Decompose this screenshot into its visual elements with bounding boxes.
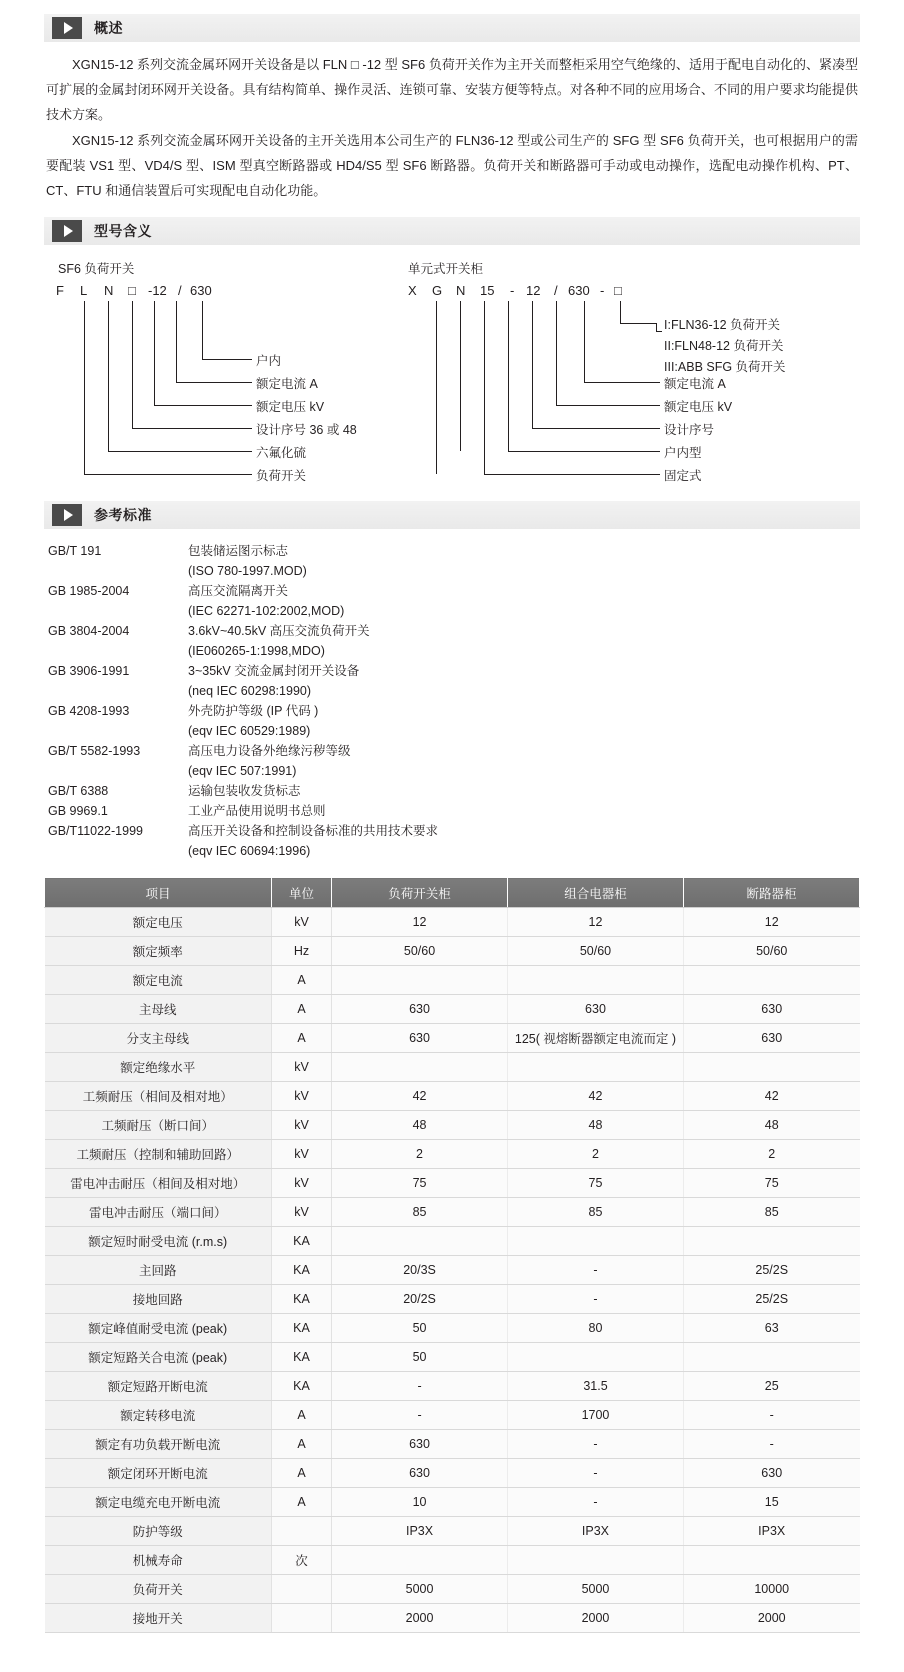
cell-value: 630 <box>332 1430 508 1459</box>
model-right-label-1: II:FLN48-12 负荷开关 <box>664 339 784 353</box>
model-right-letter-0: X <box>408 283 417 298</box>
table-header-row <box>45 878 860 908</box>
cell-value <box>683 1343 859 1372</box>
table-row <box>45 1546 860 1575</box>
cell-unit: kV <box>271 1053 331 1082</box>
cell-unit: KA <box>271 1285 331 1314</box>
model-right-label-3: 额定电流 A <box>664 377 726 391</box>
model-left-letter-6: 630 <box>190 283 212 298</box>
model-left-letter-3: □ <box>128 283 136 298</box>
cell-unit <box>271 1575 331 1604</box>
model-left-label-0: 户内 <box>256 354 282 368</box>
model-right-letter-8: - <box>600 283 605 298</box>
cell-value: 50/60 <box>683 937 859 966</box>
cell-value: 50/60 <box>508 937 684 966</box>
cell-value: - <box>332 1372 508 1401</box>
standards-list <box>44 541 860 861</box>
cell-item: 额定电压 <box>45 908 272 937</box>
cell-value: 15 <box>683 1488 859 1517</box>
cell-value <box>332 1227 508 1256</box>
model-designation-diagram <box>44 255 860 487</box>
cell-value: 63 <box>683 1314 859 1343</box>
table-row <box>45 1256 860 1285</box>
model-right-letter-5: 12 <box>526 283 541 298</box>
standard-row <box>48 741 860 761</box>
cell-unit: KA <box>271 1343 331 1372</box>
cell-value: 48 <box>683 1111 859 1140</box>
cell-value: - <box>508 1285 684 1314</box>
table-row <box>45 1517 860 1546</box>
cell-item: 额定频率 <box>45 937 272 966</box>
cell-value: 10 <box>332 1488 508 1517</box>
standard-code: GB/T 6388 <box>48 784 109 798</box>
cell-item: 雷电冲击耐压（端口间） <box>45 1198 272 1227</box>
cell-unit: A <box>271 1459 331 1488</box>
model-right-label-7: 固定式 <box>664 469 702 483</box>
cell-value: - <box>508 1459 684 1488</box>
overview-body <box>44 42 860 203</box>
standard-sub: (eqv IEC 507:1991) <box>188 764 297 778</box>
cell-value: 42 <box>332 1082 508 1111</box>
table-header-breaker-cabinet: 断路器柜 <box>683 878 859 908</box>
model-left-letter-4: -12 <box>148 283 167 298</box>
cell-value <box>683 1227 859 1256</box>
cell-value: 125( 视熔断器额定电流而定 ) <box>508 1024 684 1053</box>
model-left-letter-0: F <box>56 283 64 298</box>
standard-code: GB 3804-2004 <box>48 624 130 638</box>
model-right-caption: 单元式开关柜 <box>408 262 484 276</box>
model-right-letter-4: - <box>510 283 515 298</box>
cell-value: 630 <box>683 995 859 1024</box>
cell-value: 630 <box>683 1024 859 1053</box>
overview-paragraph-1: XGN15-12 系列交流金属环网开关设备是以 FLN □ -12 型 SF6 负荷开关作为主开关而整柜采用空气绝缘的、适用于配电自动化的、紧凑型可扩展的金属封闭环网开关设备。具有结构简单、操作灵活、连锁可靠、安装方便等特点。对各种不同的应用场合、不同的用户要求均能提供技术方案。 <box>46 57 858 122</box>
cell-unit: A <box>271 1430 331 1459</box>
cell-value: 10000 <box>683 1575 859 1604</box>
standard-code: GB/T11022-1999 <box>48 824 143 838</box>
table-row <box>45 1024 860 1053</box>
standard-sub: (eqv IEC 60529:1989) <box>188 724 311 738</box>
cell-value <box>508 1343 684 1372</box>
standard-sub: (IEC 62271-102:2002,MOD) <box>188 604 345 618</box>
cell-value: 20/2S <box>332 1285 508 1314</box>
standard-desc: 高压开关设备和控制设备标准的共用技术要求 <box>188 824 439 838</box>
cell-item: 额定闭环开断电流 <box>45 1459 272 1488</box>
standard-row <box>48 581 860 601</box>
cell-value <box>508 1053 684 1082</box>
cell-value: 2 <box>332 1140 508 1169</box>
cell-value: - <box>508 1256 684 1285</box>
standard-sub: (eqv IEC 60694:1996) <box>188 844 311 858</box>
model-left-label-4: 六氟化硫 <box>256 446 307 460</box>
cell-item: 接地开关 <box>45 1604 272 1633</box>
table-header-combination-cabinet: 组合电器柜 <box>508 878 684 908</box>
cell-item: 额定峰值耐受电流 (peak) <box>45 1314 272 1343</box>
cell-value: 25 <box>683 1372 859 1401</box>
cell-item: 负荷开关 <box>45 1575 272 1604</box>
table-header-item: 项目 <box>45 878 272 908</box>
cell-value: 630 <box>332 1459 508 1488</box>
section-header-standards <box>44 501 860 529</box>
model-right-letter-2: N <box>456 283 466 298</box>
cell-item: 额定绝缘水平 <box>45 1053 272 1082</box>
cell-value: 630 <box>332 1024 508 1053</box>
table-row <box>45 1401 860 1430</box>
standard-desc: 工业产品使用说明书总则 <box>188 804 326 818</box>
cell-unit: A <box>271 1488 331 1517</box>
cell-value: 12 <box>683 908 859 937</box>
cell-value: - <box>683 1430 859 1459</box>
standard-sub: (neq IEC 60298:1990) <box>188 684 312 698</box>
model-left-letter-2: N <box>104 283 114 298</box>
cell-value: 48 <box>508 1111 684 1140</box>
cell-value <box>683 966 859 995</box>
cell-item: 额定电缆充电开断电流 <box>45 1488 272 1517</box>
cell-value: 75 <box>683 1169 859 1198</box>
standard-row <box>48 821 860 841</box>
cell-value: 5000 <box>508 1575 684 1604</box>
section-title-model: 型号含义 <box>94 223 152 239</box>
cell-value: 12 <box>332 908 508 937</box>
cell-value <box>508 1227 684 1256</box>
cell-value: IP3X <box>508 1517 684 1546</box>
cell-value: 12 <box>508 908 684 937</box>
cell-unit: KA <box>271 1256 331 1285</box>
cell-value: 630 <box>332 995 508 1024</box>
standard-code: GB 3906-1991 <box>48 664 130 678</box>
cell-unit: Hz <box>271 937 331 966</box>
cell-value: 630 <box>683 1459 859 1488</box>
cell-value: - <box>508 1488 684 1517</box>
model-right-label-5: 设计序号 <box>664 423 715 437</box>
model-right-letter-3: 15 <box>480 283 495 298</box>
cell-item: 额定有功负载开断电流 <box>45 1430 272 1459</box>
model-right-letter-7: 630 <box>568 283 590 298</box>
standard-desc: 高压电力设备外绝缘污秽等级 <box>188 744 351 758</box>
table-row <box>45 1140 860 1169</box>
cell-item: 额定转移电流 <box>45 1401 272 1430</box>
table-row <box>45 1111 860 1140</box>
cell-unit: 次 <box>271 1546 331 1575</box>
standard-desc: 外壳防护等级 (IP 代码 ) <box>188 704 319 718</box>
cell-item: 工频耐压（相间及相对地） <box>45 1082 272 1111</box>
standard-desc: 包装储运图示标志 <box>188 544 289 558</box>
standard-desc: 运输包装收发货标志 <box>188 784 301 798</box>
cell-item: 雷电冲击耐压（相间及相对地） <box>45 1169 272 1198</box>
standard-row <box>48 801 860 821</box>
cell-unit: kV <box>271 1198 331 1227</box>
cell-value: 50 <box>332 1343 508 1372</box>
cell-value: 630 <box>508 995 684 1024</box>
standard-code: GB 9969.1 <box>48 804 108 818</box>
cell-value: 2 <box>683 1140 859 1169</box>
cell-value: - <box>683 1401 859 1430</box>
table-row <box>45 1459 860 1488</box>
model-right-label-2: III:ABB SFG 负荷开关 <box>664 360 786 374</box>
cell-unit: A <box>271 1401 331 1430</box>
cell-unit <box>271 1517 331 1546</box>
table-row <box>45 1227 860 1256</box>
section-title-standards: 参考标准 <box>94 507 152 523</box>
model-right-letter-9: □ <box>614 283 622 298</box>
cell-value <box>332 1546 508 1575</box>
cell-value: 20/3S <box>332 1256 508 1285</box>
cell-value: 85 <box>683 1198 859 1227</box>
cell-item: 主母线 <box>45 995 272 1024</box>
model-right-label-4: 额定电压 kV <box>664 400 733 414</box>
standard-row <box>48 541 860 561</box>
table-row <box>45 1488 860 1517</box>
cell-unit: kV <box>271 1111 331 1140</box>
overview-paragraph-2: XGN15-12 系列交流金属环网开关设备的主开关选用本公司生产的 FLN36-12 型或公司生产的 SFG 型 SF6 负荷开关，也可根据用户的需要配装 VS1 型、VD4/S 型、ISM 型真空断路器或 HD4/S5 型 SF6 断路器。负荷开关和断路器可手动或电动操作，选配电动操作机构、PT、CT、FTU 和通信装置后可实现配电自动化功能。 <box>46 133 858 198</box>
standard-code: GB/T 191 <box>48 544 102 558</box>
cell-item: 接地回路 <box>45 1285 272 1314</box>
document-page <box>0 14 904 1672</box>
table-row <box>45 1082 860 1111</box>
standard-code: GB 4208-1993 <box>48 704 130 718</box>
cell-value: 85 <box>508 1198 684 1227</box>
cell-item: 主回路 <box>45 1256 272 1285</box>
model-left-label-5: 负荷开关 <box>256 469 307 483</box>
standard-code: GB 1985-2004 <box>48 584 130 598</box>
section-title-overview: 概述 <box>94 20 123 36</box>
cell-unit: A <box>271 1024 331 1053</box>
cell-item: 工频耐压（断口间） <box>45 1111 272 1140</box>
cell-value: - <box>332 1401 508 1430</box>
model-right-label-0: I:FLN36-12 负荷开关 <box>664 318 781 332</box>
standard-sub: (ISO 780-1997.MOD) <box>188 564 307 578</box>
standard-row <box>48 621 860 641</box>
table-row <box>45 1053 860 1082</box>
table-row <box>45 1198 860 1227</box>
triangle-marker-icon <box>52 17 82 39</box>
table-row <box>45 937 860 966</box>
cell-value: 5000 <box>332 1575 508 1604</box>
table-row <box>45 908 860 937</box>
cell-value: 2000 <box>683 1604 859 1633</box>
standard-sub: (IE060265-1:1998,MDO) <box>188 644 325 658</box>
standard-desc: 3.6kV~40.5kV 高压交流负荷开关 <box>188 624 370 638</box>
table-header-unit: 单位 <box>271 878 331 908</box>
cell-value: 85 <box>332 1198 508 1227</box>
cell-unit: A <box>271 966 331 995</box>
table-row <box>45 1343 860 1372</box>
triangle-marker-icon <box>52 220 82 242</box>
section-header-overview <box>44 14 860 42</box>
model-left-label-3: 设计序号 36 或 48 <box>256 423 357 437</box>
cell-value: 48 <box>332 1111 508 1140</box>
cell-item: 额定短路开断电流 <box>45 1372 272 1401</box>
model-left-letter-1: L <box>80 283 88 298</box>
cell-unit <box>271 1604 331 1633</box>
model-right-letter-6: / <box>554 283 558 298</box>
cell-value: IP3X <box>332 1517 508 1546</box>
cell-item: 额定短时耐受电流 (r.m.s) <box>45 1227 272 1256</box>
cell-unit: kV <box>271 908 331 937</box>
model-right-letter-1: G <box>432 283 443 298</box>
cell-value <box>508 966 684 995</box>
cell-value: 42 <box>683 1082 859 1111</box>
cell-unit: kV <box>271 1169 331 1198</box>
table-body <box>45 908 860 1633</box>
cell-value: 42 <box>508 1082 684 1111</box>
cell-value: 31.5 <box>508 1372 684 1401</box>
model-right-label-6: 户内型 <box>664 446 702 460</box>
cell-item: 工频耐压（控制和辅助回路） <box>45 1140 272 1169</box>
cell-unit: A <box>271 995 331 1024</box>
model-left-label-1: 额定电流 A <box>256 377 318 391</box>
table-row <box>45 1169 860 1198</box>
standard-code: GB/T 5582-1993 <box>48 744 141 758</box>
model-left-caption: SF6 负荷开关 <box>58 262 135 276</box>
section-header-model <box>44 217 860 245</box>
cell-value <box>332 1053 508 1082</box>
cell-value: 1700 <box>508 1401 684 1430</box>
standard-row <box>48 781 860 801</box>
cell-unit: KA <box>271 1372 331 1401</box>
cell-value <box>683 1546 859 1575</box>
table-row <box>45 1604 860 1633</box>
cell-item: 额定短路关合电流 (peak) <box>45 1343 272 1372</box>
model-left-letter-5: / <box>178 283 182 298</box>
cell-value: 75 <box>332 1169 508 1198</box>
table-row <box>45 1372 860 1401</box>
cell-value: 75 <box>508 1169 684 1198</box>
table-row <box>45 995 860 1024</box>
standard-desc: 高压交流隔离开关 <box>188 584 289 598</box>
table-header-load-switch-cabinet: 负荷开关柜 <box>332 878 508 908</box>
cell-value <box>508 1546 684 1575</box>
cell-value: 50 <box>332 1314 508 1343</box>
cell-unit: KA <box>271 1314 331 1343</box>
cell-value: IP3X <box>683 1517 859 1546</box>
table-row <box>45 1430 860 1459</box>
specification-table <box>44 877 860 1633</box>
table-row <box>45 1314 860 1343</box>
standard-row <box>48 701 860 721</box>
triangle-marker-icon <box>52 504 82 526</box>
cell-value: 2000 <box>508 1604 684 1633</box>
cell-item: 防护等级 <box>45 1517 272 1546</box>
table-row <box>45 966 860 995</box>
cell-item: 机械寿命 <box>45 1546 272 1575</box>
standard-desc: 3~35kV 交流金属封闭开关设备 <box>188 664 360 678</box>
cell-unit: kV <box>271 1082 331 1111</box>
cell-value <box>332 966 508 995</box>
standard-row <box>48 661 860 681</box>
cell-value: 2000 <box>332 1604 508 1633</box>
table-row <box>45 1285 860 1314</box>
cell-value: 25/2S <box>683 1285 859 1314</box>
cell-value: 50/60 <box>332 937 508 966</box>
cell-unit: KA <box>271 1227 331 1256</box>
cell-value: 25/2S <box>683 1256 859 1285</box>
cell-item: 额定电流 <box>45 966 272 995</box>
table-row <box>45 1575 860 1604</box>
model-left-label-2: 额定电压 kV <box>256 400 325 414</box>
cell-value: 2 <box>508 1140 684 1169</box>
cell-unit: kV <box>271 1140 331 1169</box>
cell-value: - <box>508 1430 684 1459</box>
cell-value <box>683 1053 859 1082</box>
cell-item: 分支主母线 <box>45 1024 272 1053</box>
cell-value: 80 <box>508 1314 684 1343</box>
